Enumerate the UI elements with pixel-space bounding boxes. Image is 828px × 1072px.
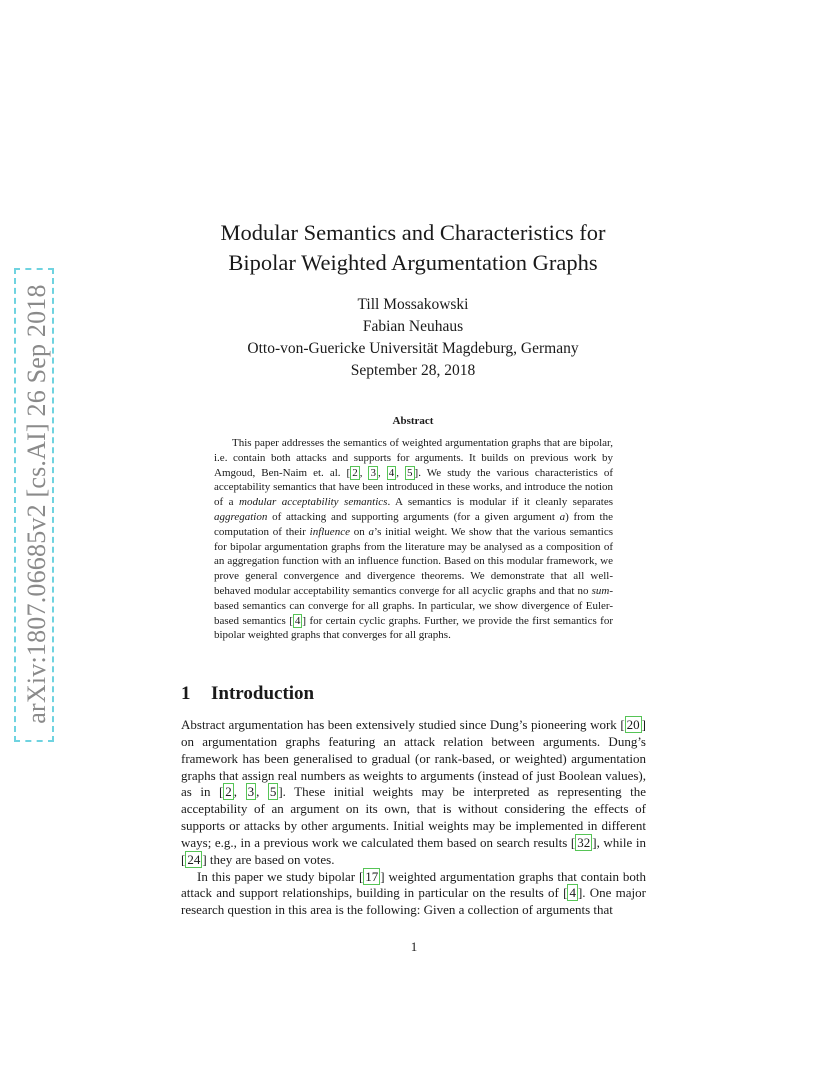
emphasis-aggregation: aggregation (214, 510, 268, 523)
title-line-1: Modular Semantics and Characteristics for (220, 220, 606, 245)
arxiv-id: arXiv:1807.06685v2 [cs.AI] 26 Sep 2018 (22, 284, 51, 724)
abstract-text-6: on (349, 525, 369, 538)
intro-text: ], while in [ (181, 834, 646, 867)
introduction-body (181, 717, 646, 919)
page-number: 1 (410, 939, 418, 954)
citation-link[interactable]: 17 (365, 868, 379, 884)
abstract-text-8: -based semantics can converge for all graphs. In particular, we show divergence of Euler-based semantics [ (214, 584, 613, 627)
math-variable-a: a (368, 525, 375, 538)
math-variable-a: a (559, 510, 566, 523)
abstract-text-1: This paper addresses the semantics of weighted argumentation graphs that are bipolar, i.e. contain both attacks and supports for arguments. It builds on previous work by Amgoud, Ben-Naim et. al. [ (214, 437, 613, 479)
section-title: Introduction (211, 683, 315, 704)
intro-paragraph-2 (181, 869, 646, 920)
paper-title (180, 218, 646, 278)
citation-link[interactable]: 20 (626, 717, 640, 732)
intro-text: In this paper we study bipolar [ (197, 868, 364, 884)
citation-link[interactable]: 4 (294, 614, 301, 627)
abstract-text: This paper addresses the semantics of weighted argumentation graphs that are bipolar, i.e. contain both attacks and supports for arguments. It builds on previous work by Amgoud, Ben-Naim et. al. [ 2 , 3 , 4 , 5 ]. We study the various characteristics of acceptability semantics that have been introduced in these works, and introduce the notion of a modular acceptability semantics. A semantics is modular if it cleanly separates aggregation of attacking and supporting arguments (for a given argument a) from the computation of their influence on a’s initial weight. We show that the various semantics for bipolar argumentation graphs from the literature may be analysed as a composition of an aggregation function with an influence function. Based on this modular framework, we prove general convergence and divergence theorems. We demonstrate that all well-behaved modular acceptability semantics converge for all acyclic graphs and that no sum-based semantics can converge for all graphs. In particular, we show divergence of Euler-based semantics [ 4 ] for certain cyclic graphs. Further, we provide the first semantics for bipolar weighted graphs that converges for all graphs. (214, 437, 614, 642)
citation-link[interactable]: 3 (370, 466, 376, 479)
abstract-heading: Abstract (392, 415, 434, 427)
author-1: Till Mossakowski (357, 296, 469, 313)
intro-paragraph-1: Abstract argumentation has been extensively studied since Dung’s pioneering work [ 20 ] on argumentation graphs featuring an attack relation between arguments. Dung’s framework has been generalised to gradual (or rank-based, or weighted) argumentation graphs that assign real numbers as weights to arguments (instead of just Boolean values), as in [ 2 , 3 , 5 ]. These initial weights may be interpreted as representing the acceptability of an argument on its own, that is without considering the effects of supports or attacks by other arguments. Initial weights may be implemented in different ways; e.g., in a previous work we calculated them based on search results [ 32 ], while in [ 24 ] they are based on votes. (181, 717, 646, 867)
citation-link[interactable]: 4 (569, 885, 576, 901)
emphasis-sum: sum (591, 584, 610, 597)
emphasis-influence: influence (309, 525, 350, 538)
abstract-text-5: ) from the computation of their (214, 510, 613, 538)
intro-text: ]. One major research question in this area is the following: Given a collection of arguments that (181, 885, 646, 918)
abstract-text-2: ]. We study the various characteristics of acceptability semantics that have been introduced in these works, and introduce the notion of a (214, 466, 614, 509)
citation-link[interactable]: 3 (247, 784, 255, 800)
citation-link[interactable]: 5 (407, 466, 413, 479)
title-line-2: Bipolar Weighted Argumentation Graphs (228, 250, 598, 275)
intro-text: ] on argumentation graphs featuring an attack relation between arguments. Dung’s framework has been generalised to gradual (or rank-based, or weighted) argumentation graphs that assign real numbers as weights to arguments (instead of just Boolean values), as in [ (181, 717, 646, 800)
abstract-text-7: ’s initial weight. We show that the various semantics for bipolar argumentation graphs from the literature may be analysed as a composition of an aggregation function with an influence function. Based on this modular framework, we prove general convergence and divergence theorems. We demonstrate that all well-behaved modular acceptability semantics converge for all acyclic graphs and that no (214, 525, 614, 597)
intro-text: ]. These initial weights may be interpreted as representing the acceptability of an argument on its own, that is without considering the effects of supports or attacks by other arguments. Initial weights may be implemented in different ways; e.g., in a previous work we calculated them based on search results [ (181, 784, 646, 850)
emphasis-modular: modular acceptability semantics (239, 496, 388, 509)
intro-text: Abstract argumentation has been extensively studied since Dung’s pioneering work [ (181, 717, 625, 732)
section-heading (181, 683, 314, 705)
author-block (180, 294, 646, 360)
abstract-text-4: of attacking and supporting arguments (for a given argument (267, 510, 560, 523)
author-2: Fabian Neuhaus (362, 318, 464, 335)
citation-link[interactable]: 24 (187, 851, 201, 867)
abstract-text-3: . A semantics is modular if it cleanly separates (387, 496, 613, 509)
intro-text: ] weighted argumentation graphs that contain both attack and support relationships, building in particular on the results of [ (181, 868, 646, 901)
paper-date: September 28, 2018 (350, 362, 476, 379)
citation-link[interactable]: 2 (352, 466, 358, 479)
citation-link[interactable]: 32 (577, 834, 591, 850)
section-number: 1 (181, 683, 191, 704)
affiliation: Otto-von-Guericke Universität Magdeburg, Germany (247, 340, 579, 357)
arxiv-stamp (14, 268, 54, 742)
citation-link[interactable]: 4 (388, 466, 395, 479)
abstract-text-9: ] for certain cyclic graphs. Further, we provide the first semantics for bipolar weighted graphs that converges for all graphs. (214, 614, 613, 642)
citation-link[interactable]: 5 (269, 784, 277, 800)
citation-link[interactable]: 2 (225, 784, 232, 800)
intro-text: ] they are based on votes. (202, 851, 335, 867)
